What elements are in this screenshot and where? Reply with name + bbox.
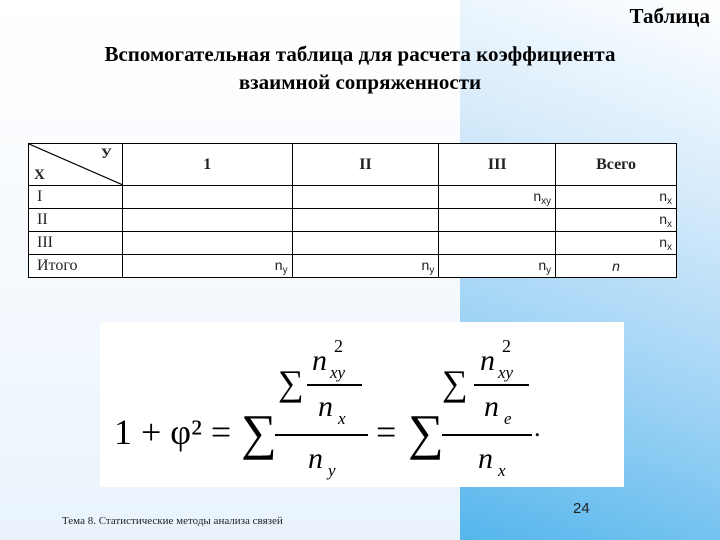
formula-inner-sum: ∑ (278, 363, 304, 403)
cell-symbol: $n_x$ (659, 210, 672, 230)
formula-sub: xy (330, 363, 346, 382)
column-header: III (439, 144, 556, 186)
table-label: Таблица (629, 4, 710, 28)
formula-image (100, 322, 624, 487)
table-cell (122, 209, 292, 232)
corner-cell (29, 144, 123, 186)
caption-line-1: Вспомогательная таблица для расчета коэффициента (104, 42, 616, 66)
column-header: 1 (122, 144, 292, 186)
formula-n: n (478, 442, 493, 475)
table-row (29, 232, 677, 255)
table-cell (122, 232, 292, 255)
formula-exp: 2 (502, 336, 511, 356)
table-cell (292, 186, 439, 209)
formula-inner-sum: ∑ (442, 363, 468, 403)
formula-n: n (318, 390, 333, 423)
formula-n: n (308, 442, 323, 475)
table-cell (292, 232, 439, 255)
corner-y-label: У (100, 146, 112, 162)
cell-symbol: $n_y$ (421, 256, 435, 276)
formula-sub: e (504, 409, 512, 428)
cell-symbol: $n_y$ (538, 256, 552, 276)
column-header: II (292, 144, 439, 186)
page-number: 24 (573, 500, 590, 517)
cell-symbol: $n_x$ (659, 187, 672, 207)
table-row (29, 186, 677, 209)
footer-topic: Тема 8. Статистические методы анализа связей (62, 515, 283, 527)
table-cell (292, 255, 439, 278)
formula-n: n (312, 344, 327, 377)
formula-sub: xy (498, 363, 514, 382)
row-label: II (29, 209, 123, 232)
formula-sub: y (328, 461, 336, 480)
contingency-coefficient-formula (100, 322, 624, 487)
cell-symbol: $n_y$ (274, 256, 288, 276)
table-cell (556, 186, 677, 209)
table-cell (122, 186, 292, 209)
table-total-row (29, 255, 677, 278)
table-header-row (29, 144, 677, 186)
table-cell (439, 232, 556, 255)
table-row (29, 209, 677, 232)
formula-lhs: 1 + φ² = (114, 412, 232, 452)
cell-symbol: $n_x$ (659, 233, 672, 253)
contingency-table (28, 143, 677, 278)
formula-period: . (534, 413, 541, 442)
row-label: III (29, 232, 123, 255)
table-cell (439, 186, 556, 209)
table-cell (556, 209, 677, 232)
caption-line-2: взаимной сопряженности (238, 70, 482, 94)
table-cell (439, 209, 556, 232)
slide-header (0, 0, 720, 100)
table-cell (292, 209, 439, 232)
formula-n: n (484, 390, 499, 423)
formula-sub: x (498, 461, 506, 480)
formula-sub: x (338, 409, 346, 428)
formula-n: n (480, 344, 495, 377)
formula-outer-sum: ∑ (408, 404, 444, 460)
formula-equals: = (376, 412, 397, 452)
table-cell (556, 232, 677, 255)
cell-symbol: $n_{xy}$ (533, 187, 552, 207)
table-caption (30, 40, 690, 96)
cell-symbol: n (612, 258, 620, 274)
table-cell (439, 255, 556, 278)
table-cell (122, 255, 292, 278)
table-cell (556, 255, 677, 278)
row-label: I (29, 186, 123, 209)
formula-exp: 2 (334, 336, 343, 356)
corner-x-label: Х (34, 167, 45, 183)
formula-outer-sum: ∑ (241, 404, 277, 460)
row-label: Итого (29, 255, 123, 278)
column-header: Всего (556, 144, 677, 186)
